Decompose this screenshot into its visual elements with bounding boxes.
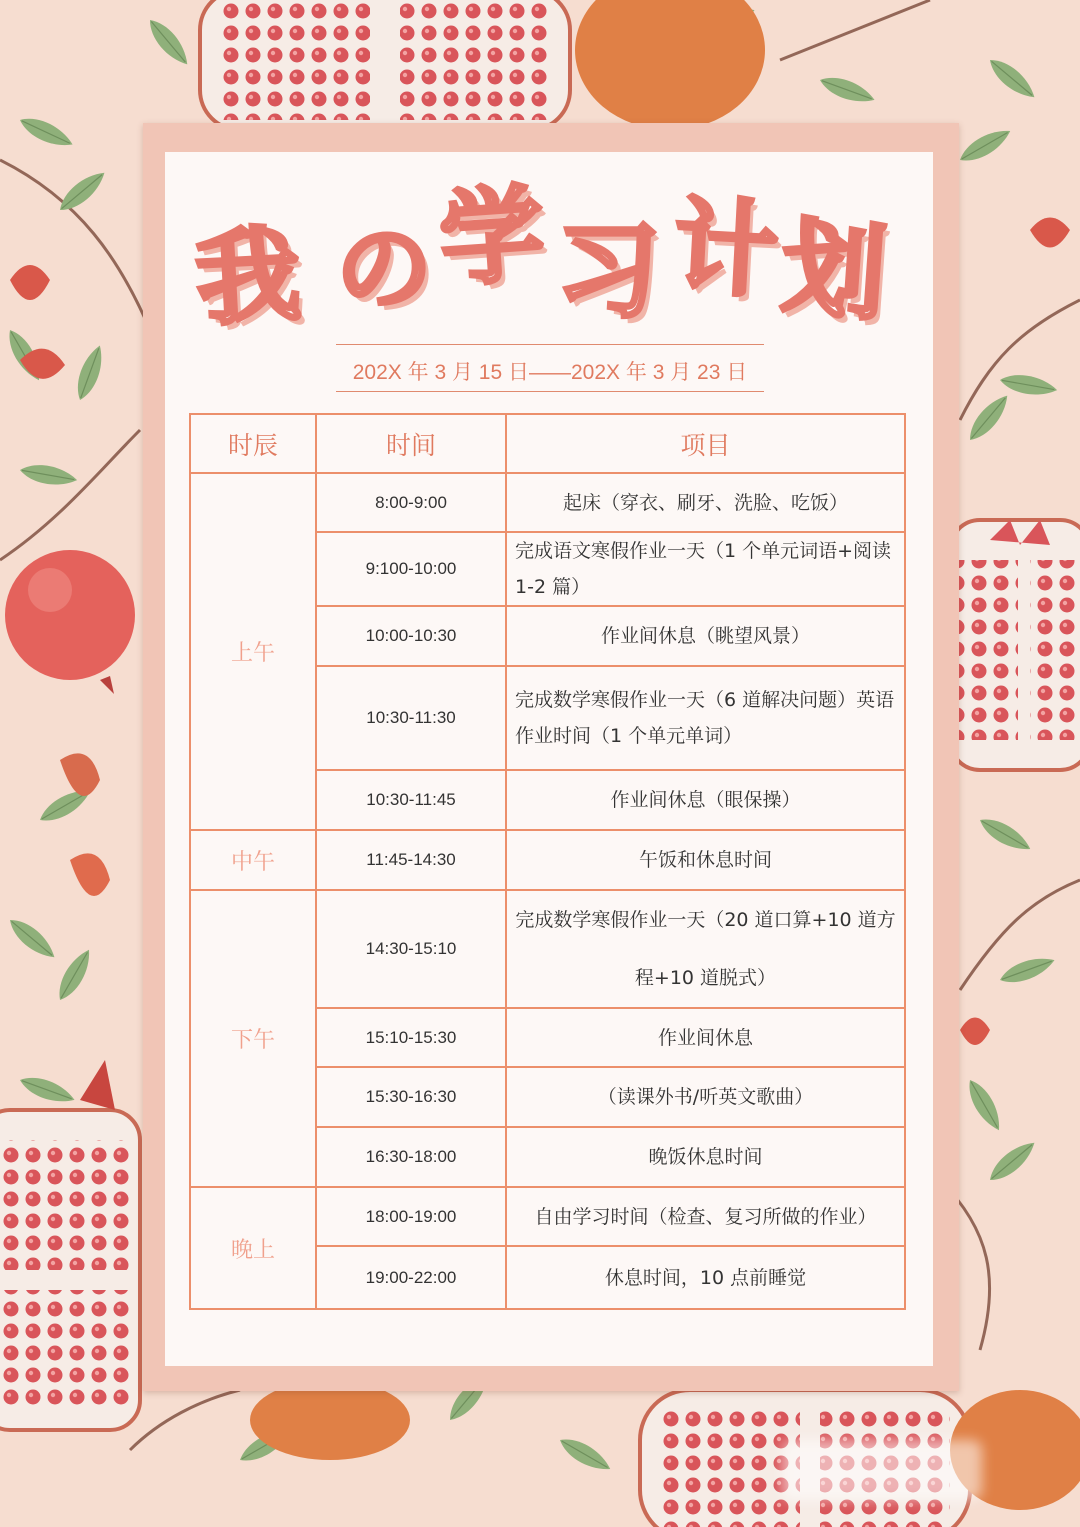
row-time: 11:45-14:30 (316, 830, 506, 890)
row-item: 完成数学寒假作业一天（6 道解决问题）英语作业时间（1 个单元单词） (506, 666, 905, 770)
row-time: 18:00-19:00 (316, 1187, 506, 1246)
row-item: 休息时间，10 点前睡觉 (506, 1246, 905, 1309)
row-item: 起床（穿衣、刷牙、洗脸、吃饭） (506, 473, 905, 532)
study-schedule-table (189, 413, 906, 1310)
title-char-1: 我 (192, 213, 304, 341)
row-item: （读课外书/听英文歌曲） (506, 1067, 905, 1127)
row-item: 完成数学寒假作业一天（20 道口算+10 道方程+10 道脱式） (506, 890, 905, 1008)
table-header-row (190, 414, 905, 473)
date-range: 202X 年 3 月 15 日——202X 年 3 月 23 日 (352, 361, 748, 384)
period-morning: 上午 (190, 473, 316, 830)
row-time: 8:00-9:00 (316, 473, 506, 532)
row-time: 10:30-11:45 (316, 770, 506, 830)
period-evening: 晚上 (190, 1187, 316, 1309)
header-item: 项目 (506, 414, 905, 473)
row-time: 9:100-10:00 (316, 532, 506, 606)
row-time: 15:30-16:30 (316, 1067, 506, 1127)
row-item: 自由学习时间（检查、复习所做的作业） (506, 1187, 905, 1246)
header-time: 时间 (316, 414, 506, 473)
title-char-2: の (336, 213, 432, 325)
row-item: 作业间休息（眼保操） (506, 770, 905, 830)
title-char-4: 习 (556, 210, 661, 332)
header-period: 时辰 (190, 414, 316, 473)
table-row (190, 473, 905, 532)
row-item: 晚饭休息时间 (506, 1127, 905, 1187)
period-afternoon: 下午 (190, 890, 316, 1187)
row-time: 15:10-15:30 (316, 1008, 506, 1067)
table-row (190, 830, 905, 890)
row-item: 作业间休息 (506, 1008, 905, 1067)
blurred-watermark (782, 1440, 982, 1500)
row-time: 19:00-22:00 (316, 1246, 506, 1309)
row-item: 作业间休息（眺望风景） (506, 606, 905, 666)
page-title (0, 172, 1080, 341)
row-item: 完成语文寒假作业一天（1 个单元词语+阅读 1-2 篇） (506, 532, 905, 606)
title-char-6: 划 (777, 206, 891, 336)
row-item: 午饭和休息时间 (506, 830, 905, 890)
row-time: 10:30-11:30 (316, 666, 506, 770)
row-time: 14:30-15:10 (316, 890, 506, 1008)
table-row (190, 890, 905, 1008)
row-time: 10:00-10:30 (316, 606, 506, 666)
date-bottom-rule (336, 391, 764, 392)
date-top-rule (336, 344, 764, 345)
title-char-5: 计 (670, 185, 782, 313)
table-row (190, 1187, 905, 1246)
title-char-3: 学 (435, 172, 549, 302)
period-noon: 中午 (190, 830, 316, 890)
row-time: 16:30-18:00 (316, 1127, 506, 1187)
